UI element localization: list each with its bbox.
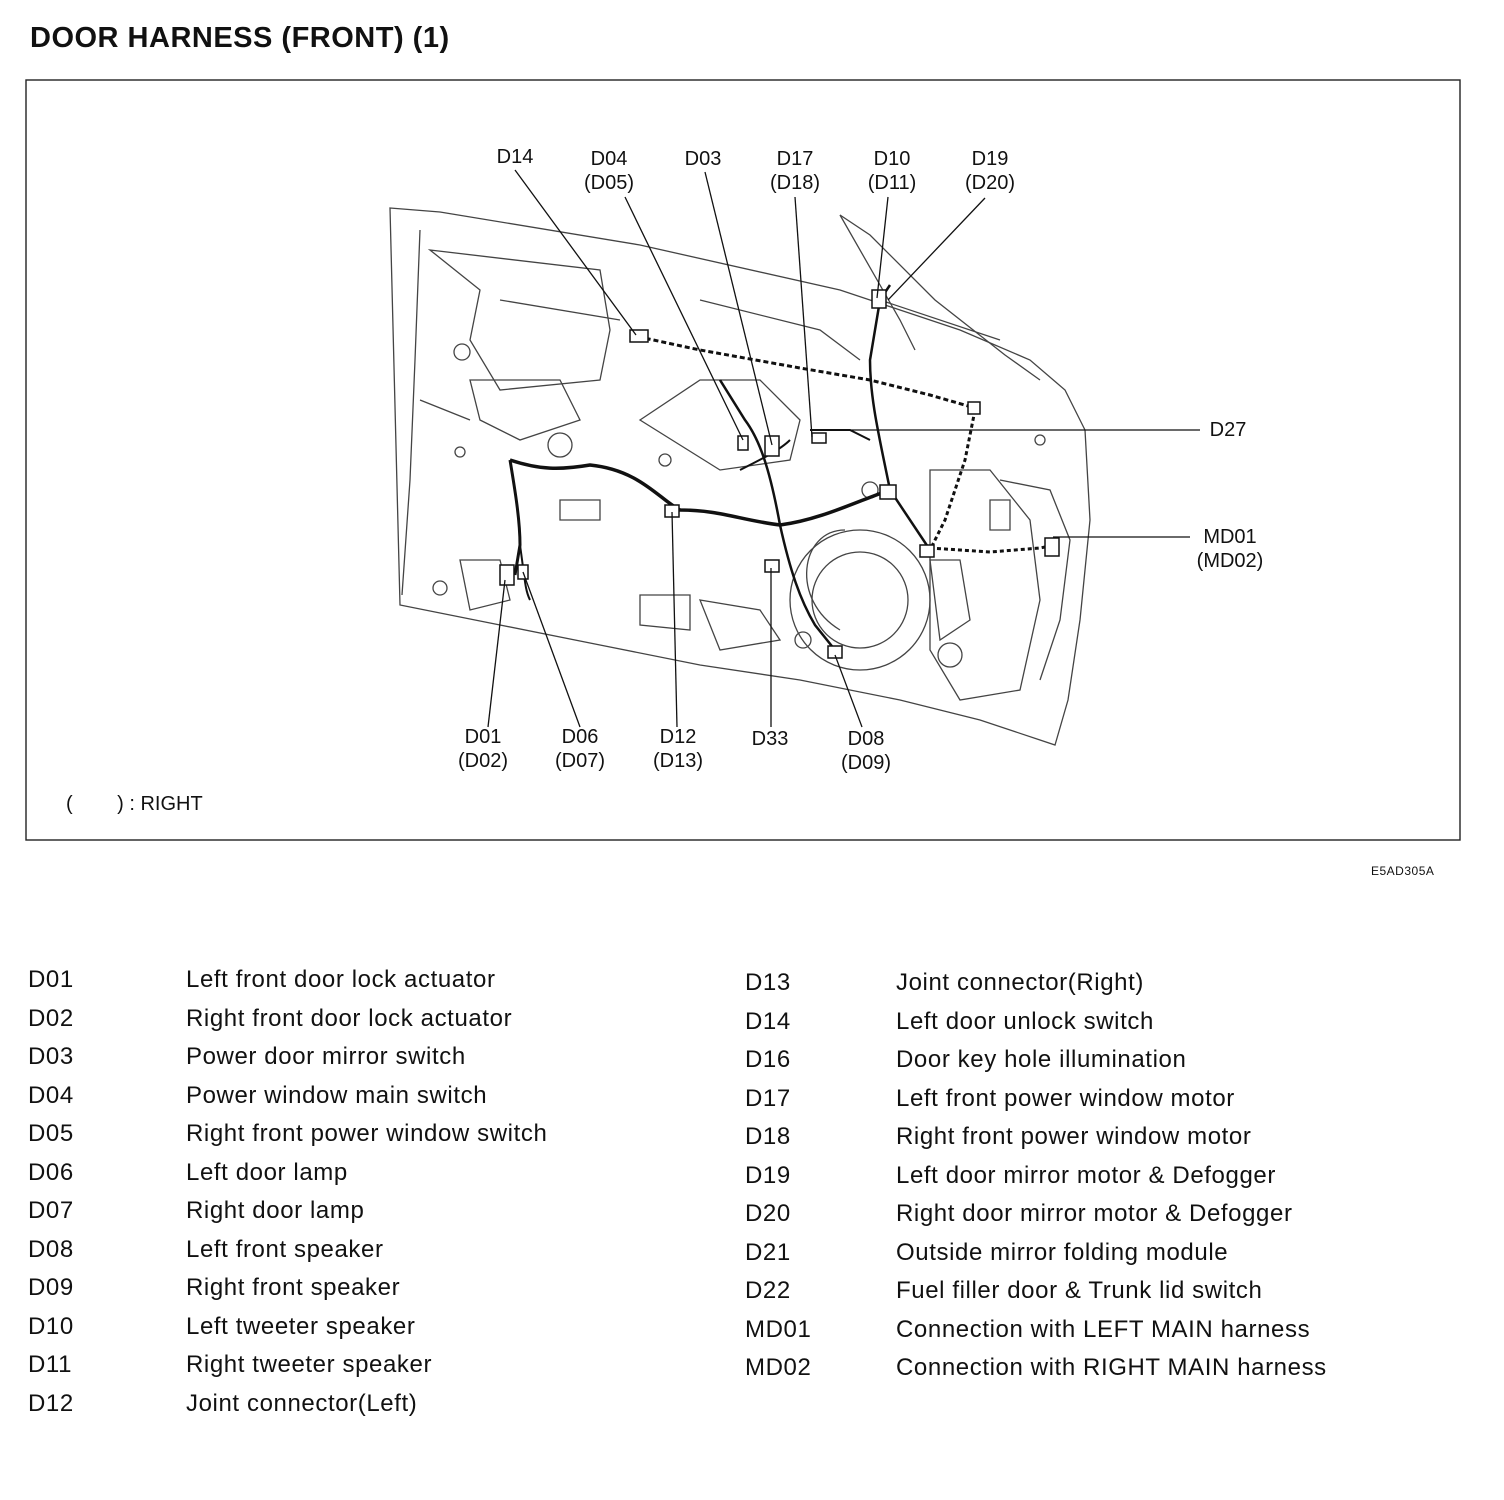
callout-d17: D17 (D18) (769, 148, 821, 194)
connector-blocks (500, 290, 1059, 658)
legend-description: Left tweeter speaker (186, 1312, 416, 1340)
legend-code: D20 (745, 1200, 791, 1227)
legend-code: D07 (28, 1197, 74, 1224)
legend-code: D17 (745, 1084, 791, 1112)
legend-description: Outside mirror folding module (896, 1238, 1229, 1266)
legend-description: Power window main switch (186, 1081, 488, 1109)
legend-code: D16 (745, 1046, 791, 1073)
legend-code: D06 (28, 1158, 74, 1186)
legend-description: Right door lamp (186, 1197, 365, 1224)
legend-code: D03 (28, 1043, 74, 1070)
right-side-note: ( ) : RIGHT (66, 793, 203, 815)
legend-description: Connection with LEFT MAIN harness (896, 1315, 1311, 1343)
callout-d04: D04 (D05) (583, 148, 635, 194)
legend-description: Left door mirror motor & Defogger (896, 1161, 1276, 1189)
legend-description: Left door lamp (186, 1158, 348, 1186)
callout-d14: D14 (496, 146, 534, 168)
legend-code: D08 (28, 1235, 74, 1263)
legend-code: D22 (745, 1277, 791, 1304)
legend-code: D01 (28, 966, 74, 993)
legend-description: Power door mirror switch (186, 1043, 466, 1070)
legend-description: Left front door lock actuator (186, 966, 496, 993)
callout-d08: D08 (D09) (840, 728, 892, 774)
callout-d03: D03 (684, 148, 722, 170)
legend-code: D19 (745, 1161, 791, 1189)
legend-code: MD01 (745, 1315, 812, 1343)
legend-code: D21 (745, 1238, 791, 1266)
legend-description: Left door unlock switch (896, 1007, 1154, 1035)
legend-code: MD02 (745, 1354, 812, 1381)
legend-code: D09 (28, 1274, 74, 1301)
legend-code: D10 (28, 1312, 74, 1340)
legend-code: D04 (28, 1081, 74, 1109)
legend-description: Right door mirror motor & Defogger (896, 1200, 1293, 1227)
page-title: DOOR HARNESS (FRONT) (1) (30, 22, 450, 54)
speaker-drawing (433, 344, 1045, 670)
legend-code: D11 (28, 1351, 73, 1378)
callout-d33: D33 (751, 728, 789, 750)
legend-description: Right tweeter speaker (186, 1351, 433, 1378)
callout-md01: MD01 (MD02) (1196, 526, 1264, 572)
legend-description: Left front power window motor (896, 1084, 1235, 1112)
legend-description: Right front speaker (186, 1274, 401, 1301)
legend-code: D05 (28, 1120, 74, 1147)
figure-code: E5AD305A (1371, 864, 1435, 878)
legend-description: Left front speaker (186, 1235, 384, 1263)
legend-code: D14 (745, 1007, 791, 1035)
legend-description: Right front power window motor (896, 1123, 1252, 1150)
callout-d12: D12 (D13) (652, 726, 704, 772)
legend-code: D02 (28, 1004, 74, 1032)
legend-description: Joint connector(Right) (896, 969, 1144, 996)
legend-description: Right front door lock actuator (186, 1004, 513, 1032)
legend-description: Joint connector(Left) (186, 1389, 418, 1417)
legend-code: D18 (745, 1123, 791, 1150)
legend-description: Fuel filler door & Trunk lid switch (896, 1277, 1263, 1304)
callout-d19: D19 (D20) (964, 148, 1016, 194)
legend-code: D13 (745, 969, 791, 996)
legend-description: Door key hole illumination (896, 1046, 1187, 1073)
diagram-frame (26, 80, 1460, 840)
wiring-harness (510, 285, 1055, 650)
callout-d27: D27 (1209, 419, 1247, 441)
legend-description: Right front power window switch (186, 1120, 548, 1147)
legend-code: D12 (28, 1389, 74, 1417)
callout-d06: D06 (D07) (554, 726, 606, 772)
callout-d01: D01 (D02) (457, 726, 509, 772)
callout-d10: D10 (D11) (867, 148, 917, 194)
legend-description: Connection with RIGHT MAIN harness (896, 1354, 1327, 1381)
harness-diagram (16, 77, 1461, 842)
